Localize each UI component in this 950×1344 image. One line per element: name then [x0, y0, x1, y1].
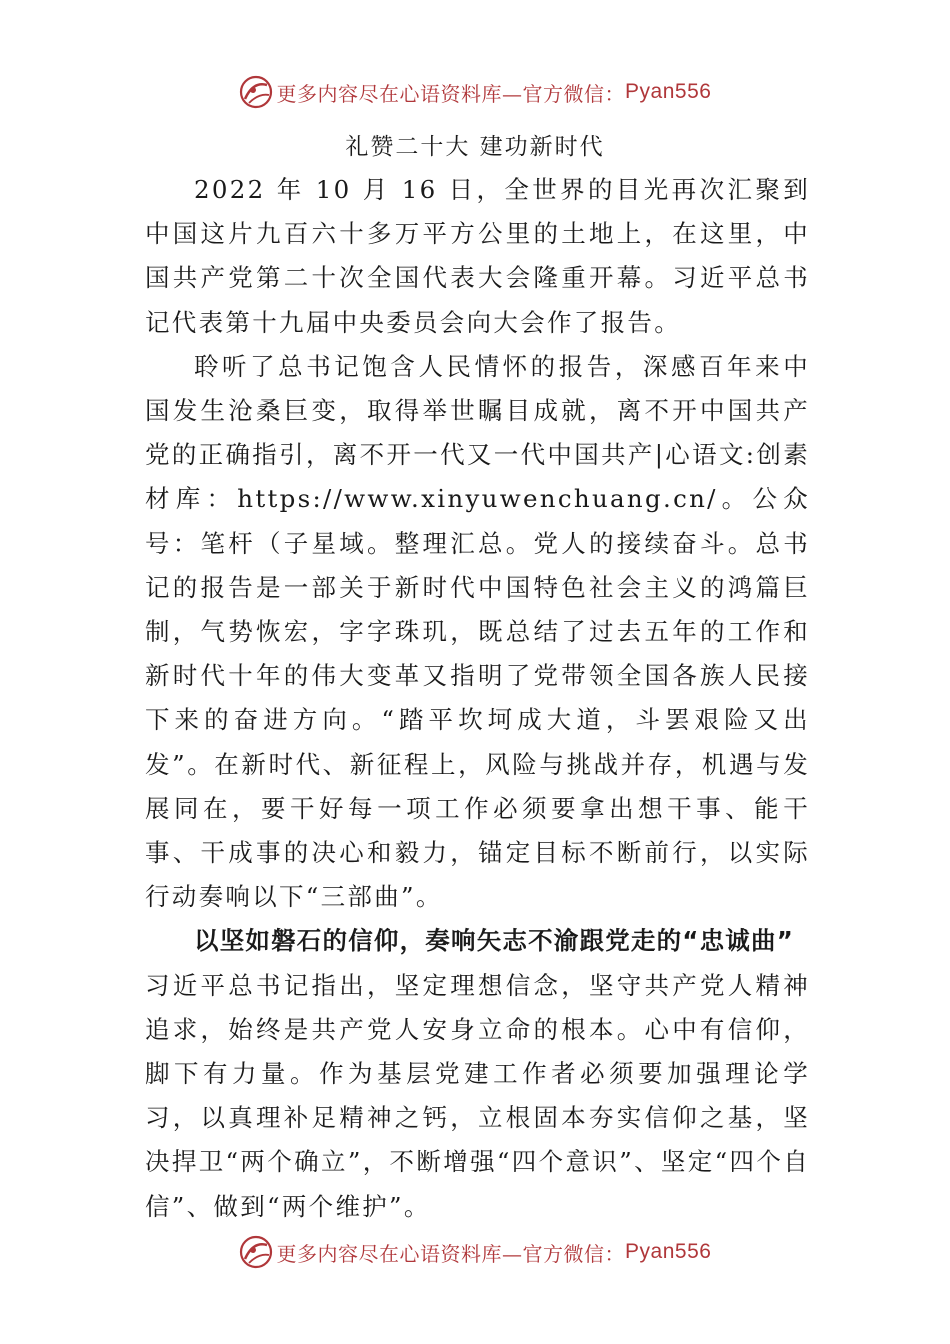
- document-body: [145, 168, 810, 1229]
- header-watermark: [0, 72, 950, 112]
- logo-icon: [239, 75, 273, 109]
- document-title: 礼赞二十大 建功新时代: [345, 134, 605, 160]
- section-heading: 以坚如磐石的信仰，奏响矢志不渝跟党走的“忠诚曲”: [194, 926, 795, 956]
- section-paragraph: 习近平总书记指出，坚定理想信念，坚守共产党人精神追求，始终是共产党人安身立命的根本。心中有信仰，脚下有力量。作为基层党建工作者必须要加强理论学习，以真理补足精神之钙，立根固本夯实信仰之基，坚决捍卫“两个确立”，不断增强“四个意识”、坚定“四个自信”、做到“两个维护”。: [145, 970, 810, 1221]
- watermark-handle: Pyan556: [625, 80, 712, 103]
- paragraph-2: 聆听了总书记饱含人民情怀的报告，深感百年来中国发生沧桑巨变，取得举世瞩目成就，离不开中国共产党的正确指引，离不开一代又一代中国共产|心语文:创素材库：https://www.xinyuwenchuang.cn/。公众号：笔杆（子星域。整理汇总。党人的接续奋斗。总书记的报告是一部关于新时代中国特色社会主义的鸿篇巨制，气势恢宏，字字珠玑，既总结了过去五年的工作和新时代十年的伟大变革又指明了党带领全国各族人民接下来的奋进方向。“踏平坎坷成大道，斗罢艰险又出发”。在新时代、新征程上，风险与挑战并存，机遇与发展同在，要干好每一项工作必须要拿出想干事、能干事、干成事的决心和毅力，锚定目标不断前行，以实际行动奏响以下“三部曲”。: [145, 351, 810, 912]
- watermark-text: 更多内容尽在心语资料库—官方微信：: [276, 1241, 626, 1266]
- paragraph-1: 2022 年 10 月 16 日，全世界的目光再次汇聚到中国这片九百六十多万平方公里的土地上，在这里，中国共产党第二十次全国代表大会隆重开幕。习近平总书记代表第十九届中央委员会向大会作了报告。: [145, 175, 810, 337]
- logo-icon: [239, 1235, 273, 1269]
- watermark-handle: Pyan556: [625, 1240, 712, 1263]
- watermark-text: 更多内容尽在心语资料库—官方微信：: [276, 81, 626, 106]
- footer-watermark: [0, 1232, 950, 1272]
